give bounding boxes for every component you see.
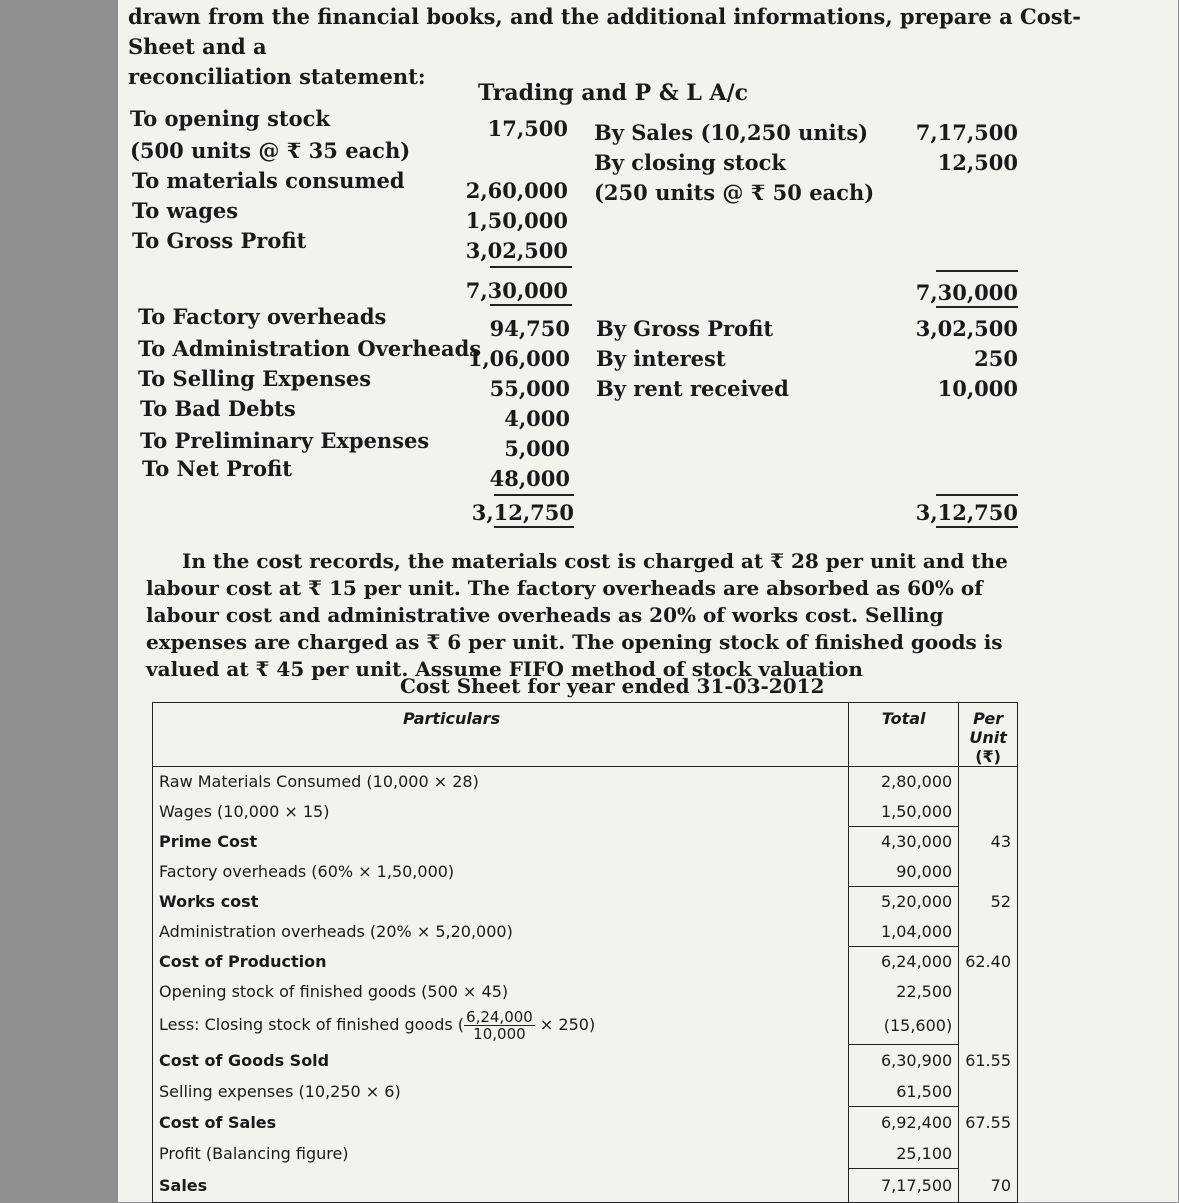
row-per-unit: 70 <box>990 1175 1011 1195</box>
pl-debit-amount: 1,06,000 <box>467 346 570 371</box>
total-rule <box>494 494 574 496</box>
document-page <box>118 0 1178 1202</box>
row-per-unit <box>959 917 1018 947</box>
row-particulars <box>153 977 849 1007</box>
row-label: Raw Materials Consumed (10,000 × 28) <box>159 772 479 792</box>
row-particulars <box>153 887 849 917</box>
row-particulars <box>153 767 849 797</box>
pl-debit-amount: 48,000 <box>489 466 570 491</box>
row-particulars <box>153 1077 849 1107</box>
row-total: 6,24,000 <box>849 947 959 977</box>
row-total: (15,600) <box>849 1007 959 1045</box>
credit-amount: 7,17,500 <box>915 120 1018 145</box>
row-per-unit <box>959 767 1018 797</box>
debit-amount: 2,60,000 <box>465 178 568 203</box>
row-particulars <box>153 1107 849 1139</box>
pl-debit-label: To Factory overheads <box>138 304 387 329</box>
cost-records-note: In the cost records, the materials cost is charged at ₹ 28 per unit and the labour cost at ₹ 15 per unit. The factory overheads are absorbed as 60% of labour cost and administrative overheads as 20% of works cost. Selling expenses are charged as ₹ 6 per unit. The opening stock of finished goods is valued at ₹ 45 per unit. Assume FIFO method of stock valuation <box>146 549 1008 681</box>
row-particulars <box>153 1169 849 1203</box>
row-particulars <box>153 827 849 857</box>
row-total: 61,500 <box>849 1077 959 1107</box>
row-per-unit: 62.40 <box>965 952 1011 971</box>
row-per-unit <box>959 857 1018 887</box>
row-per-unit <box>959 1077 1018 1107</box>
table-row <box>153 1077 1018 1107</box>
row-per-unit: 43 <box>990 832 1011 851</box>
table-row <box>153 767 1018 797</box>
row-label: Factory overheads (60% × 1,50,000) <box>159 862 455 881</box>
credit-amount: 12,500 <box>937 150 1018 175</box>
fraction-denominator: 10,000 <box>473 1025 526 1043</box>
intro-text <box>128 2 1138 92</box>
row-per-unit <box>959 797 1018 827</box>
pl-debit-label: To Preliminary Expenses <box>140 428 430 453</box>
fraction <box>464 1009 535 1042</box>
table-row <box>153 797 1018 827</box>
row-total: 1,04,000 <box>849 917 959 947</box>
row-total: 1,50,000 <box>849 797 959 827</box>
row-total: 7,17,500 <box>849 1169 959 1203</box>
trading-title: Trading and P & L A/c <box>478 80 749 106</box>
row-label: Profit (Balancing figure) <box>159 1144 349 1163</box>
pl-credit-label: By interest <box>596 346 726 371</box>
row-label: Cost of Production <box>159 952 327 971</box>
row-total: 22,500 <box>849 977 959 1007</box>
total-rule <box>936 270 1018 272</box>
pl-debit-amount: 5,000 <box>504 436 570 461</box>
cost-sheet-title: Cost Sheet for year ended 31-03-2012 <box>400 674 825 698</box>
header-per-unit-label: Per Unit <box>969 709 1007 747</box>
table-row <box>153 1007 1018 1045</box>
intro-line-2: reconciliation statement: <box>128 64 426 89</box>
row-label: Cost of Goods Sold <box>159 1051 330 1070</box>
total-rule <box>936 494 1018 496</box>
row-label: Cost of Sales <box>159 1113 277 1132</box>
table-row <box>153 977 1018 1007</box>
row-particulars <box>153 857 849 887</box>
pl-credit-amount: 10,000 <box>937 376 1018 401</box>
row-per-unit: 67.55 <box>965 1113 1011 1132</box>
debit-amount: 17,500 <box>487 116 568 141</box>
row-label: Less: Closing stock of finished goods ( <box>159 1015 465 1034</box>
row-label: Administration overheads (20% × 5,20,000) <box>159 922 513 941</box>
row-particulars <box>153 1139 849 1169</box>
row-label: Sales <box>159 1175 208 1195</box>
credit-label: By closing stock <box>594 150 786 175</box>
total-rule <box>936 526 1018 528</box>
row-label: Works cost <box>159 892 259 911</box>
debit-label: To opening stock <box>130 106 330 131</box>
row-per-unit <box>959 1139 1018 1169</box>
row-per-unit <box>959 977 1018 1007</box>
header-particulars: Particulars <box>403 709 501 728</box>
cost-sheet-body <box>153 767 1018 1203</box>
pl-debit-amount: 4,000 <box>504 406 570 431</box>
total2-debit: 3,12,750 <box>471 500 574 525</box>
pl-credit-label: By Gross Profit <box>596 316 774 341</box>
row-label-tail: × 250) <box>534 1015 596 1034</box>
row-total: 4,30,000 <box>849 827 959 857</box>
row-label: Wages (10,000 × 15) <box>159 802 330 821</box>
row-per-unit <box>959 1007 1018 1045</box>
table-row <box>153 1045 1018 1077</box>
total-rule <box>490 304 572 306</box>
header-total: Total <box>849 703 959 767</box>
table-row <box>153 827 1018 857</box>
row-total: 6,92,400 <box>849 1107 959 1139</box>
row-total: 2,80,000 <box>849 767 959 797</box>
cost-sheet-table <box>152 702 1018 1203</box>
total1-debit: 7,30,000 <box>465 278 568 303</box>
fraction-numerator: 6,24,000 <box>466 1008 533 1026</box>
row-label: Prime Cost <box>159 832 258 851</box>
debit-label: (500 units @ ₹ 35 each) <box>130 138 411 163</box>
row-particulars <box>153 917 849 947</box>
total-rule <box>494 526 574 528</box>
debit-label: To materials consumed <box>132 168 405 193</box>
pl-debit-label: To Selling Expenses <box>138 366 372 391</box>
credit-label: By Sales (10,250 units) <box>594 120 869 145</box>
row-total: 90,000 <box>849 857 959 887</box>
table-row <box>153 1169 1018 1203</box>
header-per-unit <box>959 703 1018 767</box>
pl-debit-label: To Administration Overheads <box>138 336 482 361</box>
table-row <box>153 887 1018 917</box>
credit-label: (250 units @ ₹ 50 each) <box>594 180 875 205</box>
pl-debit-label: To Bad Debts <box>140 396 296 421</box>
table-row <box>153 857 1018 887</box>
total-rule <box>936 306 1018 308</box>
intro-line-1: drawn from the financial books, and the additional informations, prepare a Cost-Sheet and a <box>128 4 1081 59</box>
row-total: 25,100 <box>849 1139 959 1169</box>
debit-label: To wages <box>132 198 239 223</box>
row-particulars <box>153 947 849 977</box>
table-row <box>153 917 1018 947</box>
pl-debit-amount: 94,750 <box>489 316 570 341</box>
pl-debit-amount: 55,000 <box>489 376 570 401</box>
row-per-unit: 61.55 <box>965 1051 1011 1070</box>
debit-label: To Gross Profit <box>132 228 307 253</box>
pl-credit-amount: 250 <box>974 346 1018 371</box>
row-label: Selling expenses (10,250 × 6) <box>159 1082 401 1101</box>
debit-amount: 3,02,500 <box>465 238 568 263</box>
total1-credit: 7,30,000 <box>915 280 1018 305</box>
row-total: 5,20,000 <box>849 887 959 917</box>
row-particulars <box>153 1007 849 1045</box>
row-total: 6,30,900 <box>849 1045 959 1077</box>
row-label: Opening stock of finished goods (500 × 45) <box>159 982 509 1001</box>
total-rule <box>490 266 572 268</box>
header-per-unit-currency: (₹) <box>975 747 1001 766</box>
row-particulars <box>153 797 849 827</box>
debit-amount: 1,50,000 <box>465 208 568 233</box>
pl-credit-label: By rent received <box>596 376 789 401</box>
row-particulars <box>153 1045 849 1077</box>
table-row <box>153 947 1018 977</box>
pl-debit-label: To Net Profit <box>142 456 292 481</box>
row-per-unit: 52 <box>990 892 1011 911</box>
pl-credit-amount: 3,02,500 <box>915 316 1018 341</box>
table-row <box>153 1139 1018 1169</box>
table-row <box>153 1107 1018 1139</box>
total2-credit: 3,12,750 <box>915 500 1018 525</box>
